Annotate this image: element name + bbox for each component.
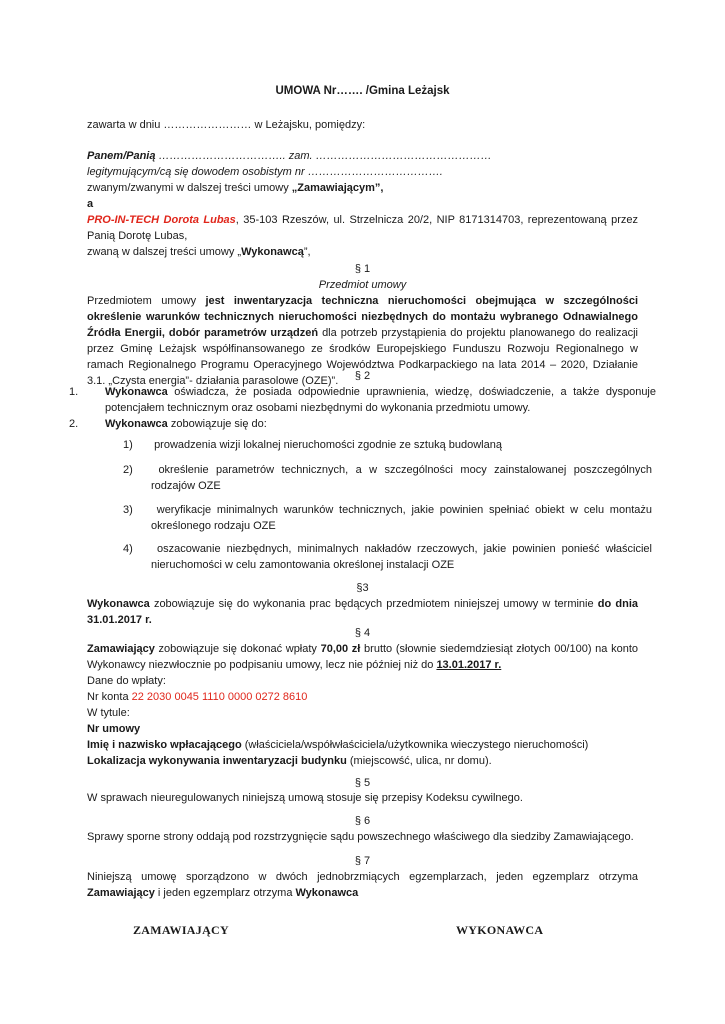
payment-data-label: Dane do wpłaty:	[87, 675, 166, 687]
section-5-text: W sprawach nieuregulowanych niniejszą umową stosuje się przepisy Kodeksu cywilnego.	[87, 792, 523, 804]
section-3-heading: §3	[356, 582, 369, 594]
section-2-item-2: 2. Wykonawca zobowiązuje się do:	[69, 418, 267, 430]
subitem-2: 2) określenie parametrów technicznych, a w szczególności mocy zainstalowanej poszczególnych rodzajów OZE	[123, 464, 652, 492]
party2-block: PRO-IN-TECH Dorota Lubas, 35-103 Rzeszów, ul. Strzelnicza 20/2, NIP 8171314703, reprezentowaną przez Panią Dorotę Lubas,	[87, 214, 638, 242]
subitem-3: 3) weryfikacje minimalnych warunków technicznych, jakie powinien spełniać obiekt w celu montażu określonego rodzaju OZE	[123, 504, 652, 532]
subitem-1: 1) prowadzenia wizji lokalnej nieruchomości zgodnie ze sztuką budowlaną	[123, 439, 502, 451]
section-6-heading: § 6	[354, 815, 371, 827]
section-5-heading: § 5	[354, 777, 371, 789]
party1-called: zwanym/zwanymi w dalszej treści umowy „Zamawiającym”,	[87, 182, 384, 194]
transfer-title-item-1: Nr umowy	[87, 723, 141, 735]
document-title: UMOWA Nr……. /Gmina Leżajsk	[275, 85, 450, 97]
section-3-text: Wykonawca zobowiązuje się do wykonania prac będących przedmiotem niniejszej umowy w terminie do dnia 31.01.2017 r.	[87, 598, 638, 626]
section-6-text: Sprawy sporne strony oddają pod rozstrzygnięcie sądu powszechnego właściwego dla siedziby Zamawiającego.	[87, 831, 634, 843]
party1-id-line: legitymującym/cą się dowodem osobistym nr ……………………………….	[87, 166, 443, 178]
party2-called: zwaną w dalszej treści umowy „Wykonawcą”,	[87, 246, 311, 258]
section-2-heading: § 2	[354, 370, 371, 382]
section-2-item-1: 1. Wykonawca oświadcza, że posiada odpowiednie uprawnienia, wiedzę, doświadczenie, a także dysponuje potencjałem technicznym oraz osobami niezbędnymi do wykonania przedmiotu umowy.	[69, 386, 656, 414]
subitem-4: 4) oszacowanie niezbędnych, minimalnych nakładów rzeczowych, jakie powinien ponieść właściciel nieruchomości w celu zamontowania określonej instalacji OZE	[123, 543, 652, 571]
transfer-title-label: W tytule:	[87, 707, 130, 719]
signature-contractor: WYKONAWCA	[456, 923, 544, 937]
party1-name: Panem/Panią	[87, 150, 156, 162]
bank-account-number: 22 2030 0045 1110 0000 0272 8610	[131, 691, 308, 703]
section-7-heading: § 7	[354, 855, 371, 867]
section-1-text: Przedmiotem umowy jest inwentaryzacja techniczna nieruchomości obejmująca w szczególności określenie warunków technicznych nieruchomości niezbędnych do montażu wybranego Odnawialnego Źródła Energii, dobór parametrów urządzeń dla potrzeb przystąpienia do projektu planowanego do realizacji przez Gminę Leżajsk współfinansowanego ze środków Europejskiego Funduszu Rozwoju Regionalnego w ramach Regionalnego Programu Operacyjnego Województwa Podkarpackiego na lata 2014 – 2020, Działanie 3.1. „Czysta energia”- działania parasolowe (OZE)”.	[87, 295, 638, 387]
transfer-title-item-2: Imię i nazwisko wpłacającego (właściciela/współwłaściciela/użytkownika wieczystego nieruchomości)	[87, 739, 589, 751]
contractor-name: PRO-IN-TECH Dorota Lubas	[87, 214, 236, 226]
intro-line: zawarta w dniu …………………… w Leżajsku, pomiędzy:	[87, 119, 366, 131]
and-connector: a	[87, 198, 94, 210]
signature-client: ZAMAWIAJĄCY	[133, 923, 229, 937]
bank-account-line: Nr konta 22 2030 0045 1110 0000 0272 8610	[87, 691, 308, 703]
section-7-text: Niniejszą umowę sporządzono w dwóch jednobrzmiących egzemplarzach, jeden egzemplarz otrzyma Zamawiający i jeden egzemplarz otrzyma Wykonawca	[87, 871, 638, 899]
section-4-text: Zamawiający zobowiązuje się dokonać wpłaty 70,00 zł brutto (słownie siedemdziesiąt złotych 00/100) na konto Wykonawcy niezwłocznie po podpisaniu umowy, lecz nie później niż do 13.01.2017 r.	[87, 643, 638, 671]
section-1-heading: § 1	[354, 263, 371, 275]
section-1-subtitle: Przedmiot umowy	[318, 279, 407, 291]
section-4-heading: § 4	[354, 627, 371, 639]
party1-line1: Panem/Panią …………………………….. zam. …………………………………………	[87, 150, 492, 162]
party1-block	[87, 148, 638, 212]
transfer-title-item-3: Lokalizacja wykonywania inwentaryzacji budynku (miejscowść, ulica, nr domu).	[87, 755, 492, 767]
